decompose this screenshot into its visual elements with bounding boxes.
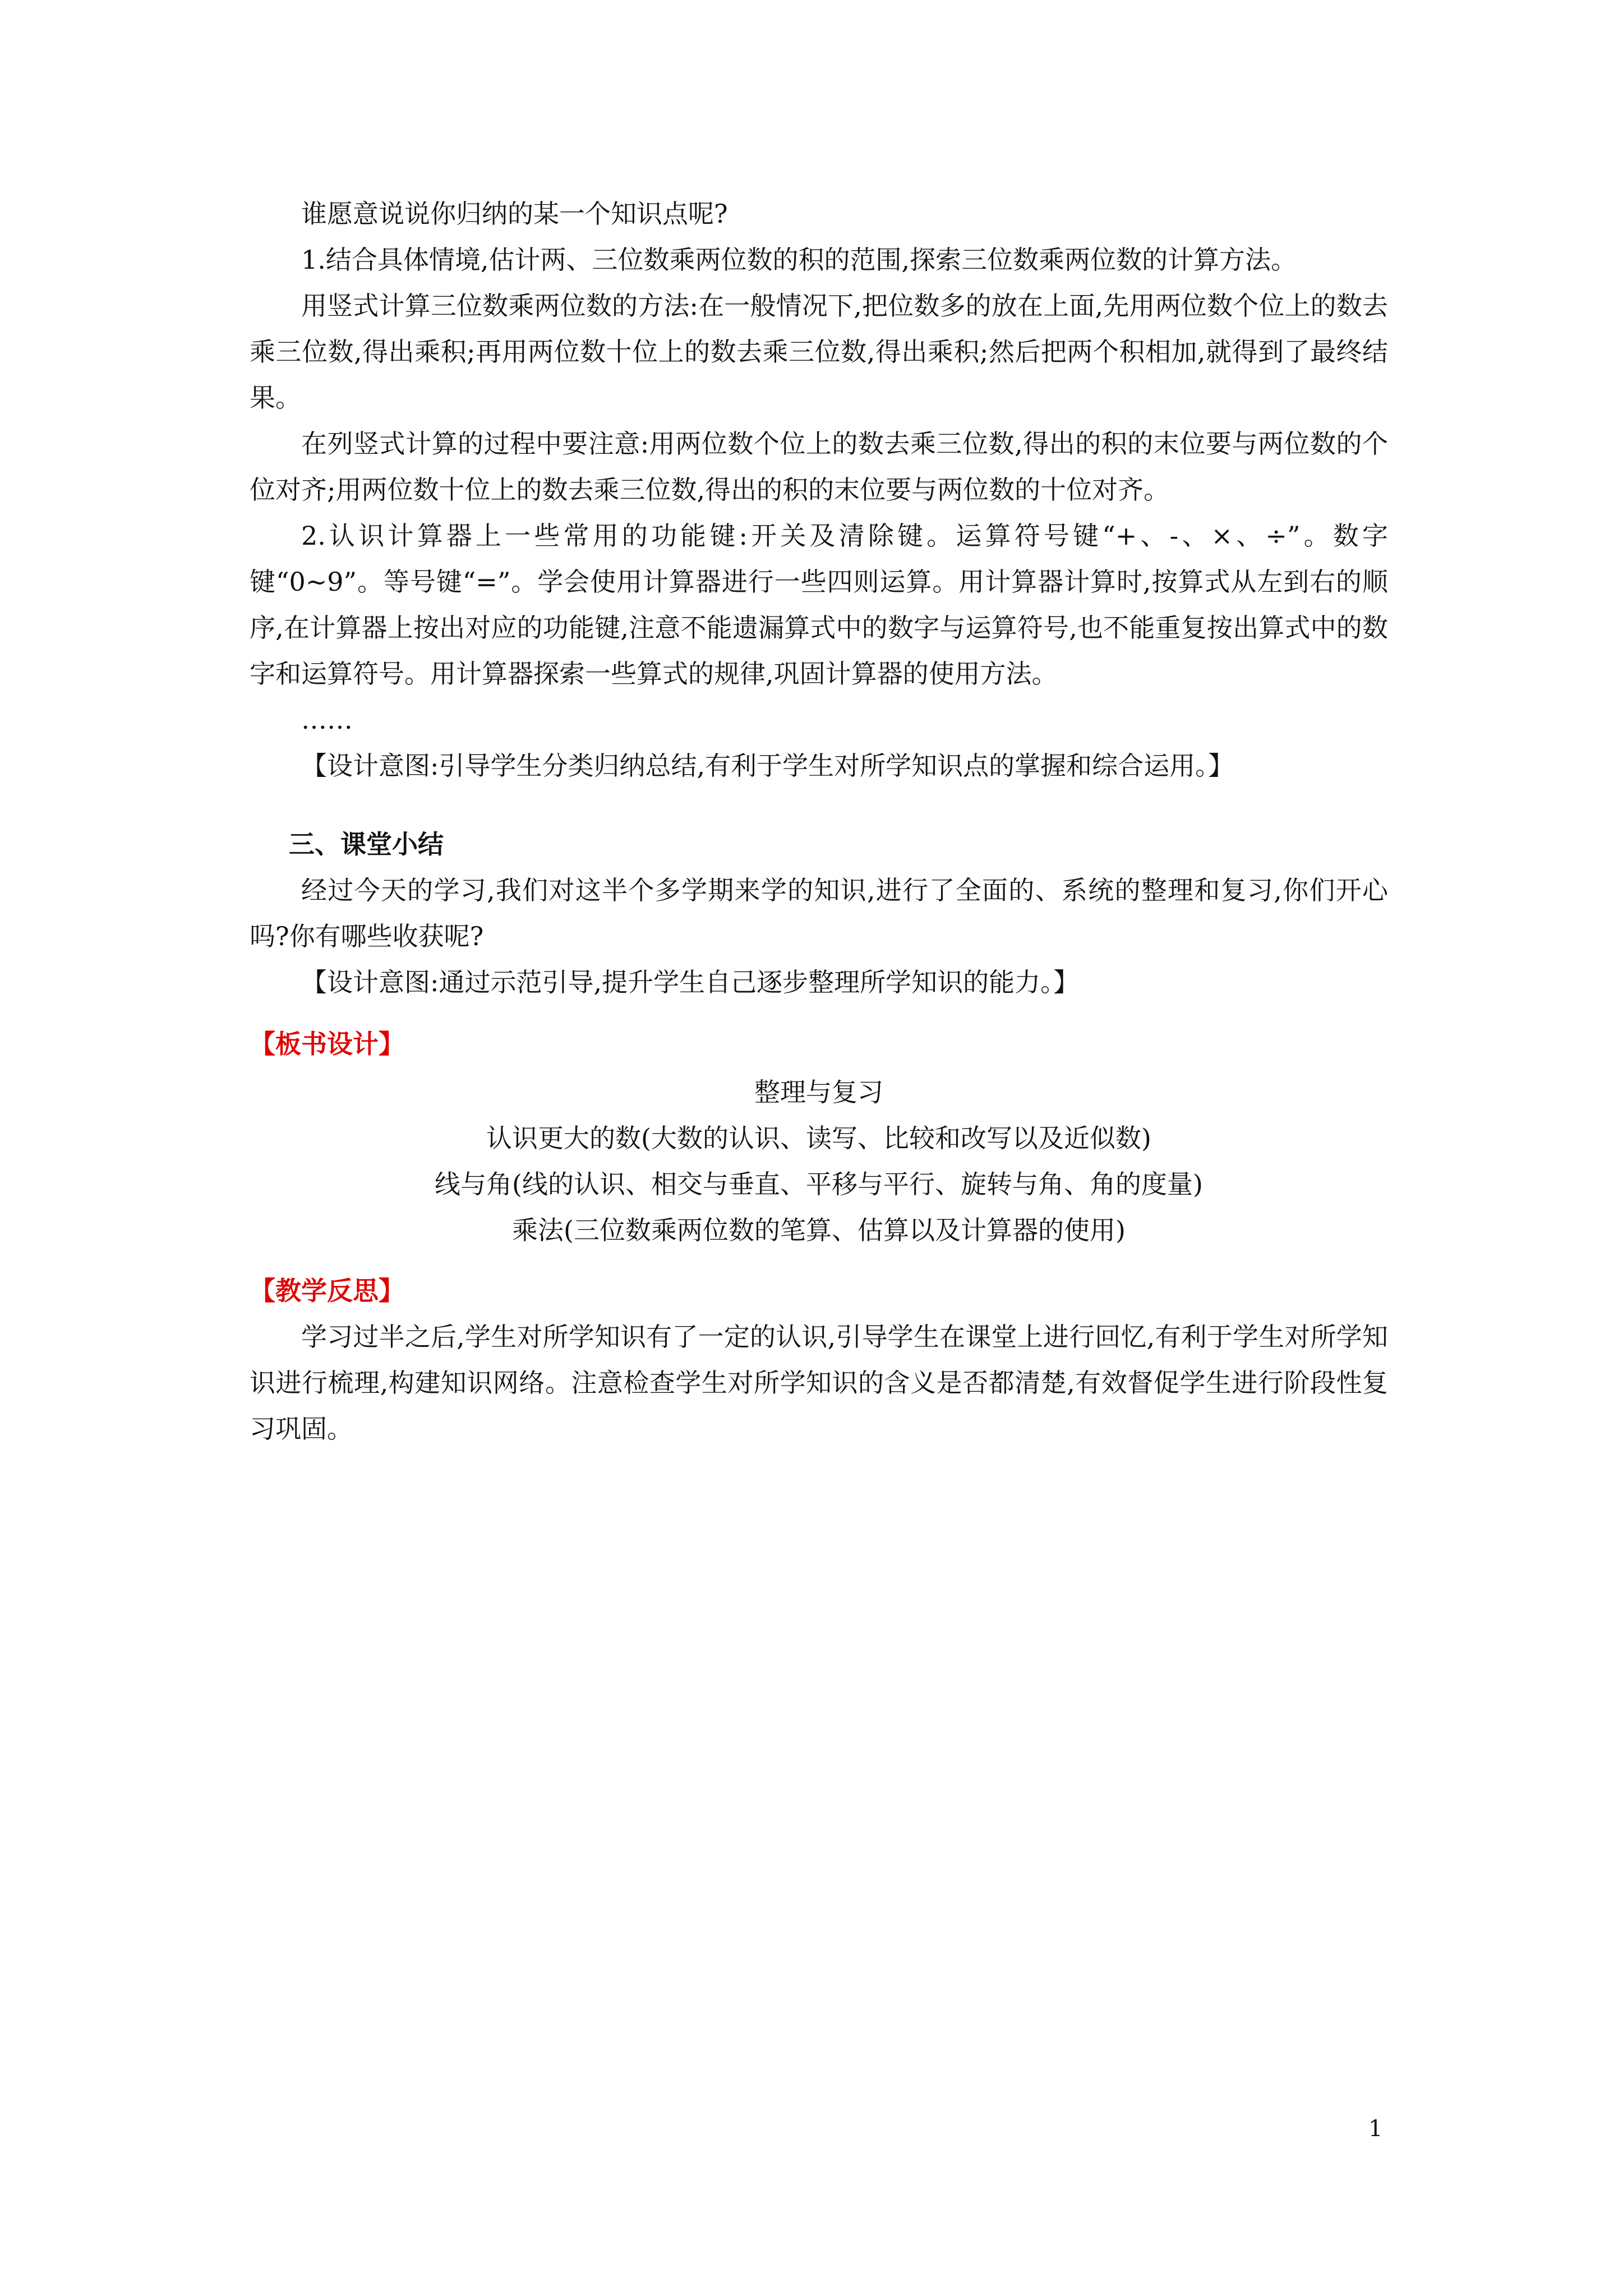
page-number: 1 [1368,2116,1383,2142]
summary-section [250,821,1388,1005]
reflection-text: 学习过半之后,学生对所学知识有了一定的认识,引导学生在课堂上进行回忆,有利于学生对所学知识进行梳理,构建知识网络。注意检查学生对所学知识的含义是否都清楚,有效督促学生进行阶段性复习巩固。 [250,1322,1388,1444]
reflection-section [250,1268,1388,1452]
board-design-section [250,1021,1388,1253]
ellipsis: …… [301,705,353,735]
board-design-heading: 【板书设计】 [250,1029,404,1059]
summary-text: 经过今天的学习,我们对这半个多学期来学的知识,进行了全面的、系统的整理和复习,你们开心吗?你有哪些收获呢? [250,875,1388,951]
review-section [250,191,1388,789]
board-title: 整理与复习 [754,1077,883,1107]
board-line-multiplication: 乘法(三位数乘两位数的笔算、估算以及计算器的使用) [512,1215,1126,1245]
board-line-angles: 线与角(线的认识、相交与垂直、平移与平行、旋转与角、角的度量) [435,1169,1203,1199]
design-intent-2: 【设计意图:通过示范引导,提升学生自己逐步整理所学知识的能力。】 [301,967,1080,997]
review-point-2: 2.认识计算器上一些常用的功能键:开关及清除键。运算符号键“+、-、×、÷”。数字键“0~9”。等号键“=”。学会使用计算器进行一些四则运算。用计算器计算时,按算式从左到右的顺序,在计算器上按出对应的功能键,注意不能遗漏算式中的数字与运算符号,也不能重复按出算式中的数字和运算符号。用计算器探索一些算式的规律,巩固计算器的使用方法。 [250,521,1388,689]
board-line-numbers: 认识更大的数(大数的认识、读写、比较和改写以及近似数) [486,1123,1151,1153]
design-intent-1: 【设计意图:引导学生分类归纳总结,有利于学生对所学知识点的掌握和综合运用。】 [301,751,1234,781]
review-question: 谁愿意说说你归纳的某一个知识点呢? [301,199,728,229]
reflection-heading: 【教学反思】 [250,1276,404,1306]
multiplication-method: 用竖式计算三位数乘两位数的方法:在一般情况下,把位数多的放在上面,先用两位数个位上的数去乘三位数,得出乘积;再用两位数十位上的数去乘三位数,得出乘积;然后把两个积相加,就得到了最终结果。 [250,291,1388,413]
review-point-1: 1.结合具体情境,估计两、三位数乘两位数的积的范围,探索三位数乘两位数的计算方法。 [301,245,1297,275]
summary-heading: 三、课堂小结 [289,829,444,859]
attention-note: 在列竖式计算的过程中要注意:用两位数个位上的数去乘三位数,得出的积的末位要与两位数的个位对齐;用两位数十位上的数去乘三位数,得出的积的末位要与两位数的十位对齐。 [250,429,1388,505]
